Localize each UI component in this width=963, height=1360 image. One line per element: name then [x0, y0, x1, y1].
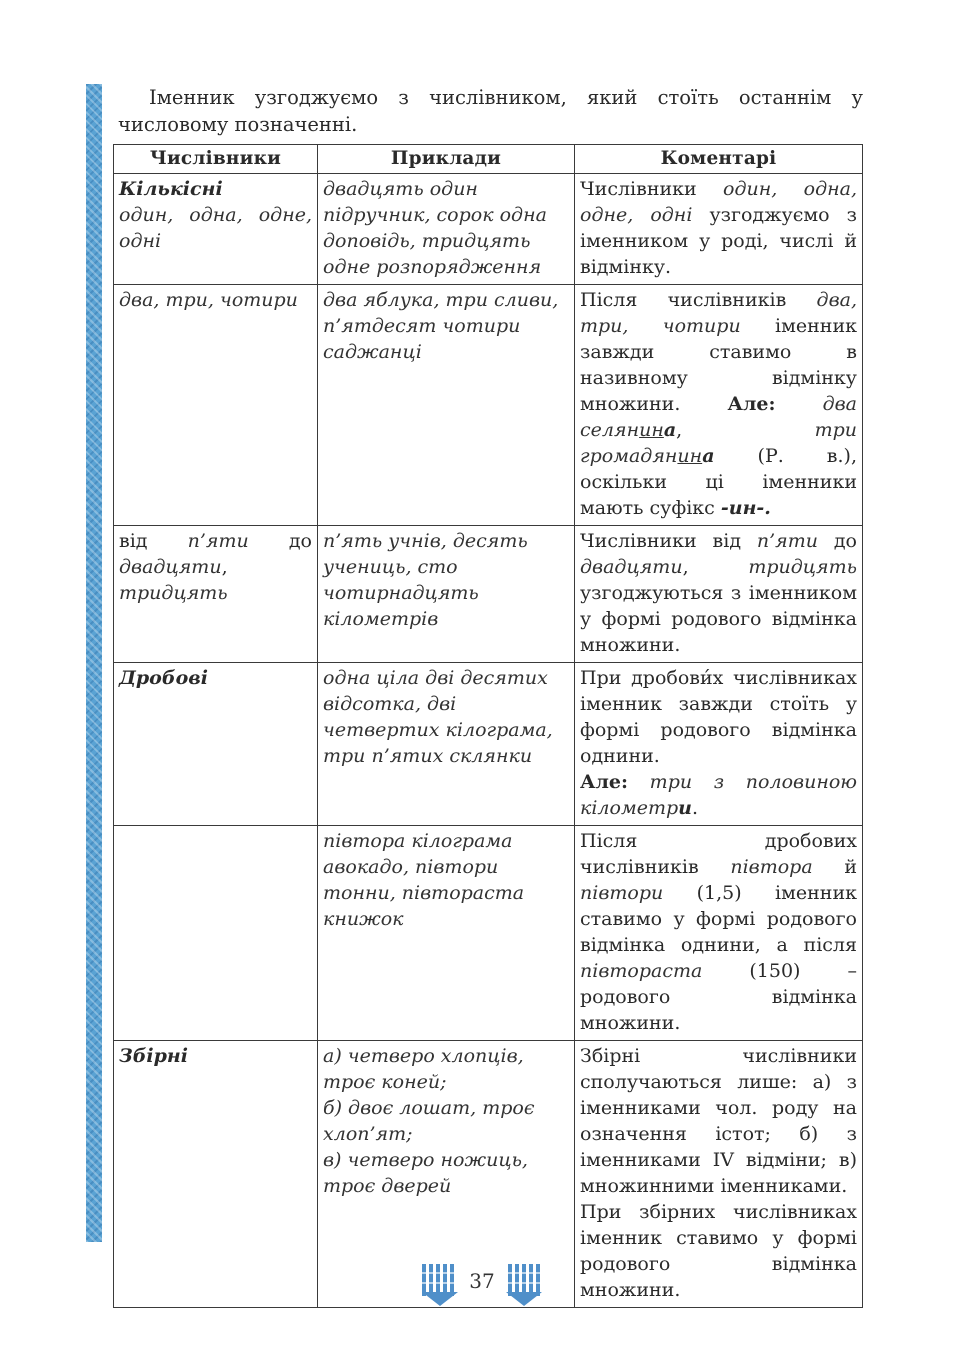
- comment-italic: три громадян: [580, 419, 857, 467]
- comment-text: до: [818, 530, 857, 552]
- comment-text: При дробови́х числівниках іменник завжди стоїть у формі родового відмінка однини.: [580, 667, 857, 767]
- header-numerals: Числівники: [114, 145, 318, 174]
- numeral-text: два, три, чотири: [119, 289, 298, 311]
- table-row: [114, 526, 863, 663]
- space: [775, 393, 822, 415]
- ending-bold: а: [663, 419, 677, 441]
- decorative-side-strip: [86, 84, 102, 1242]
- example-line: а) четверо хлопців, троє коней;: [323, 1045, 524, 1093]
- comment-italic: півтори: [580, 882, 664, 904]
- example-cell: [318, 526, 575, 663]
- numeral-cell: [114, 526, 318, 663]
- numeral-text: від: [119, 530, 188, 552]
- comment-text: (150) – родового відмінка множини.: [580, 960, 857, 1034]
- example-cell: [318, 826, 575, 1041]
- comment-cell: [575, 663, 863, 826]
- comment-cell: [575, 526, 863, 663]
- table-header-row: [114, 145, 863, 174]
- example-line: в) четверо ножиць, троє дверей: [323, 1149, 528, 1197]
- comment-text: При збірних числівниках іменник ставимо у формі родового відмінка множини.: [580, 1201, 857, 1301]
- comment-italic: один, одна, одне, одні: [580, 178, 857, 226]
- suffix-bold: -ин-.: [720, 497, 771, 519]
- but-label: Але:: [580, 771, 628, 793]
- comment-italic: п’яти: [756, 530, 818, 552]
- comment-text: ,: [676, 419, 815, 441]
- comment-text: Після дробових числівників: [580, 830, 857, 878]
- category-label: Кількісні: [119, 178, 223, 200]
- numeral-cell: [114, 826, 318, 1041]
- ending-bold: и: [678, 797, 692, 819]
- comment-text: узгоджуються з іменником у формі родового відмінка множини.: [580, 582, 857, 656]
- comment-cell: [575, 174, 863, 285]
- ornament-icon: [420, 1262, 460, 1308]
- table-row: [114, 663, 863, 826]
- example-text: півтора кілограма авокадо, півтори тонни, півтораста книжок: [323, 830, 525, 930]
- numeral-text: ,: [221, 556, 228, 578]
- comment-cell: [575, 285, 863, 526]
- intro-paragraph: Іменник узгоджуємо з числівником, який стоїть останнім у числовому позначенні.: [118, 86, 863, 136]
- numeral-cell: [114, 663, 318, 826]
- table-row: [114, 826, 863, 1041]
- comment-text: Збірні числівники сполучаються лише: а) з іменниками чол. роду на означення істот; б) з іменниками IV відміни; в) множинними іменниками.: [580, 1045, 857, 1197]
- numerals-table: [113, 144, 863, 1308]
- example-text: одна ціла дві десятих відсотка, дві четвертих кілограма, три п’ятих склянки: [323, 667, 553, 767]
- numeral-italic: п’яти: [187, 530, 249, 552]
- comment-italic: тридцять: [748, 556, 857, 578]
- comment-italic: півтора: [730, 856, 813, 878]
- suffix-underlined: ин: [639, 419, 664, 441]
- numeral-text: до: [248, 530, 312, 552]
- space: [628, 771, 650, 793]
- example-cell: [318, 285, 575, 526]
- comment-text: (Р. в.), оскільки ці іменники мають суфікс: [580, 445, 857, 519]
- table-row: [114, 174, 863, 285]
- comment-text: Числівники: [580, 178, 724, 200]
- numeral-italic: тридцять: [119, 582, 228, 604]
- example-cell: [318, 663, 575, 826]
- page-number: 37: [469, 1269, 495, 1293]
- example-cell: [318, 174, 575, 285]
- numeral-cell: [114, 174, 318, 285]
- example-text: два яблука, три сливи, п’ятдесят чотири саджанці: [323, 289, 559, 363]
- comment-cell: [575, 826, 863, 1041]
- header-comments: Коментарі: [575, 145, 863, 174]
- ornament-icon: [504, 1262, 544, 1308]
- comment-italic: два, три, чотири: [580, 289, 857, 337]
- header-examples: Приклади: [318, 145, 575, 174]
- table-row: [114, 285, 863, 526]
- comment-note: [580, 769, 857, 821]
- category-label: Дробові: [119, 667, 208, 689]
- comment-italic: два селян: [580, 393, 857, 441]
- suffix-underlined: ин: [677, 445, 703, 467]
- example-line: б) двоє лошат, троє хлоп’ят;: [323, 1097, 535, 1145]
- comment-text: ,: [682, 556, 749, 578]
- but-label: Але:: [727, 393, 776, 415]
- ending-bold: а: [702, 445, 715, 467]
- comment-text: Числівники від: [580, 530, 757, 552]
- comment-text: Після числівників: [580, 289, 817, 311]
- numeral-italic: двадцяти: [119, 556, 222, 578]
- numeral-text: один, одна, одне, одні: [119, 204, 312, 252]
- category-label: Збірні: [119, 1045, 188, 1067]
- comment-text: й: [812, 856, 857, 878]
- comment-text: іменник завжди ставимо в називному відмінку множини.: [580, 315, 857, 415]
- example-text: двадцять один підручник, сорок одна доповідь, тридцять одне розпорядження: [323, 178, 547, 278]
- comment-text: (1,5) іменник ставимо у формі родового відмінка однини, а після: [580, 882, 857, 956]
- page-footer: [0, 1262, 963, 1310]
- comment-italic: півтораста: [580, 960, 703, 982]
- comment-italic: три з половиною кілометр: [580, 771, 857, 819]
- comment-italic: двадцяти: [580, 556, 683, 578]
- numeral-cell: [114, 285, 318, 526]
- comment-text: узгоджуємо з іменником у роді, числі й відмінку.: [580, 204, 857, 278]
- example-text: п’ять учнів, десять учениць, сто чотирнадцять кілометрів: [323, 530, 528, 630]
- comment-text: .: [691, 797, 699, 819]
